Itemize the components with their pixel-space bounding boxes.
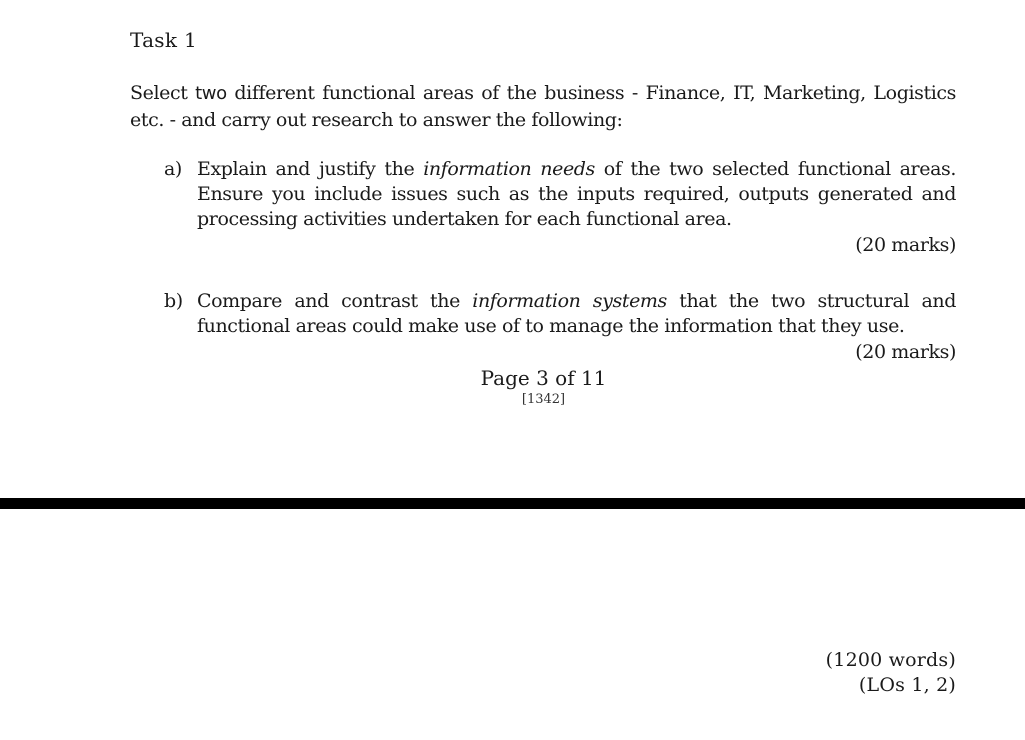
question-a [164, 157, 956, 258]
intro-highlight: two [195, 83, 227, 104]
question-text-end: that the two structural and functional areas could make use of to manage the information that they use. [197, 290, 957, 337]
intro-text-start: Select [130, 82, 196, 104]
page-code: [1342] [521, 392, 566, 407]
task-title: Task 1 [130, 28, 197, 52]
question-text-start: Explain and justify the [197, 158, 424, 180]
question-marks: (20 marks) [855, 234, 956, 256]
question-text [197, 157, 956, 232]
word-count: (1200 words) [825, 649, 956, 671]
question-b [164, 289, 956, 365]
question-text-end: of the two selected functional areas. Ensure you include issues such as the inputs required, outputs generated and processing activities undertaken for each functional area. [197, 158, 957, 230]
task-intro [130, 80, 956, 133]
intro-text-end: different functional areas of the business - Finance, IT, Marketing, Logistics etc. - and carry out research to answer the following: [130, 82, 956, 131]
page-number: Page 3 of 11 [480, 366, 607, 390]
question-text [197, 289, 956, 339]
question-text-start: Compare and contrast the [197, 290, 473, 312]
question-letter: b) [164, 290, 183, 312]
question-marks: (20 marks) [855, 341, 956, 363]
question-emphasis: information systems [472, 290, 667, 312]
learning-outcomes: (LOs 1, 2) [858, 674, 956, 696]
question-letter: a) [164, 158, 182, 180]
question-emphasis: information needs [423, 158, 595, 180]
page-divider [0, 498, 1025, 509]
